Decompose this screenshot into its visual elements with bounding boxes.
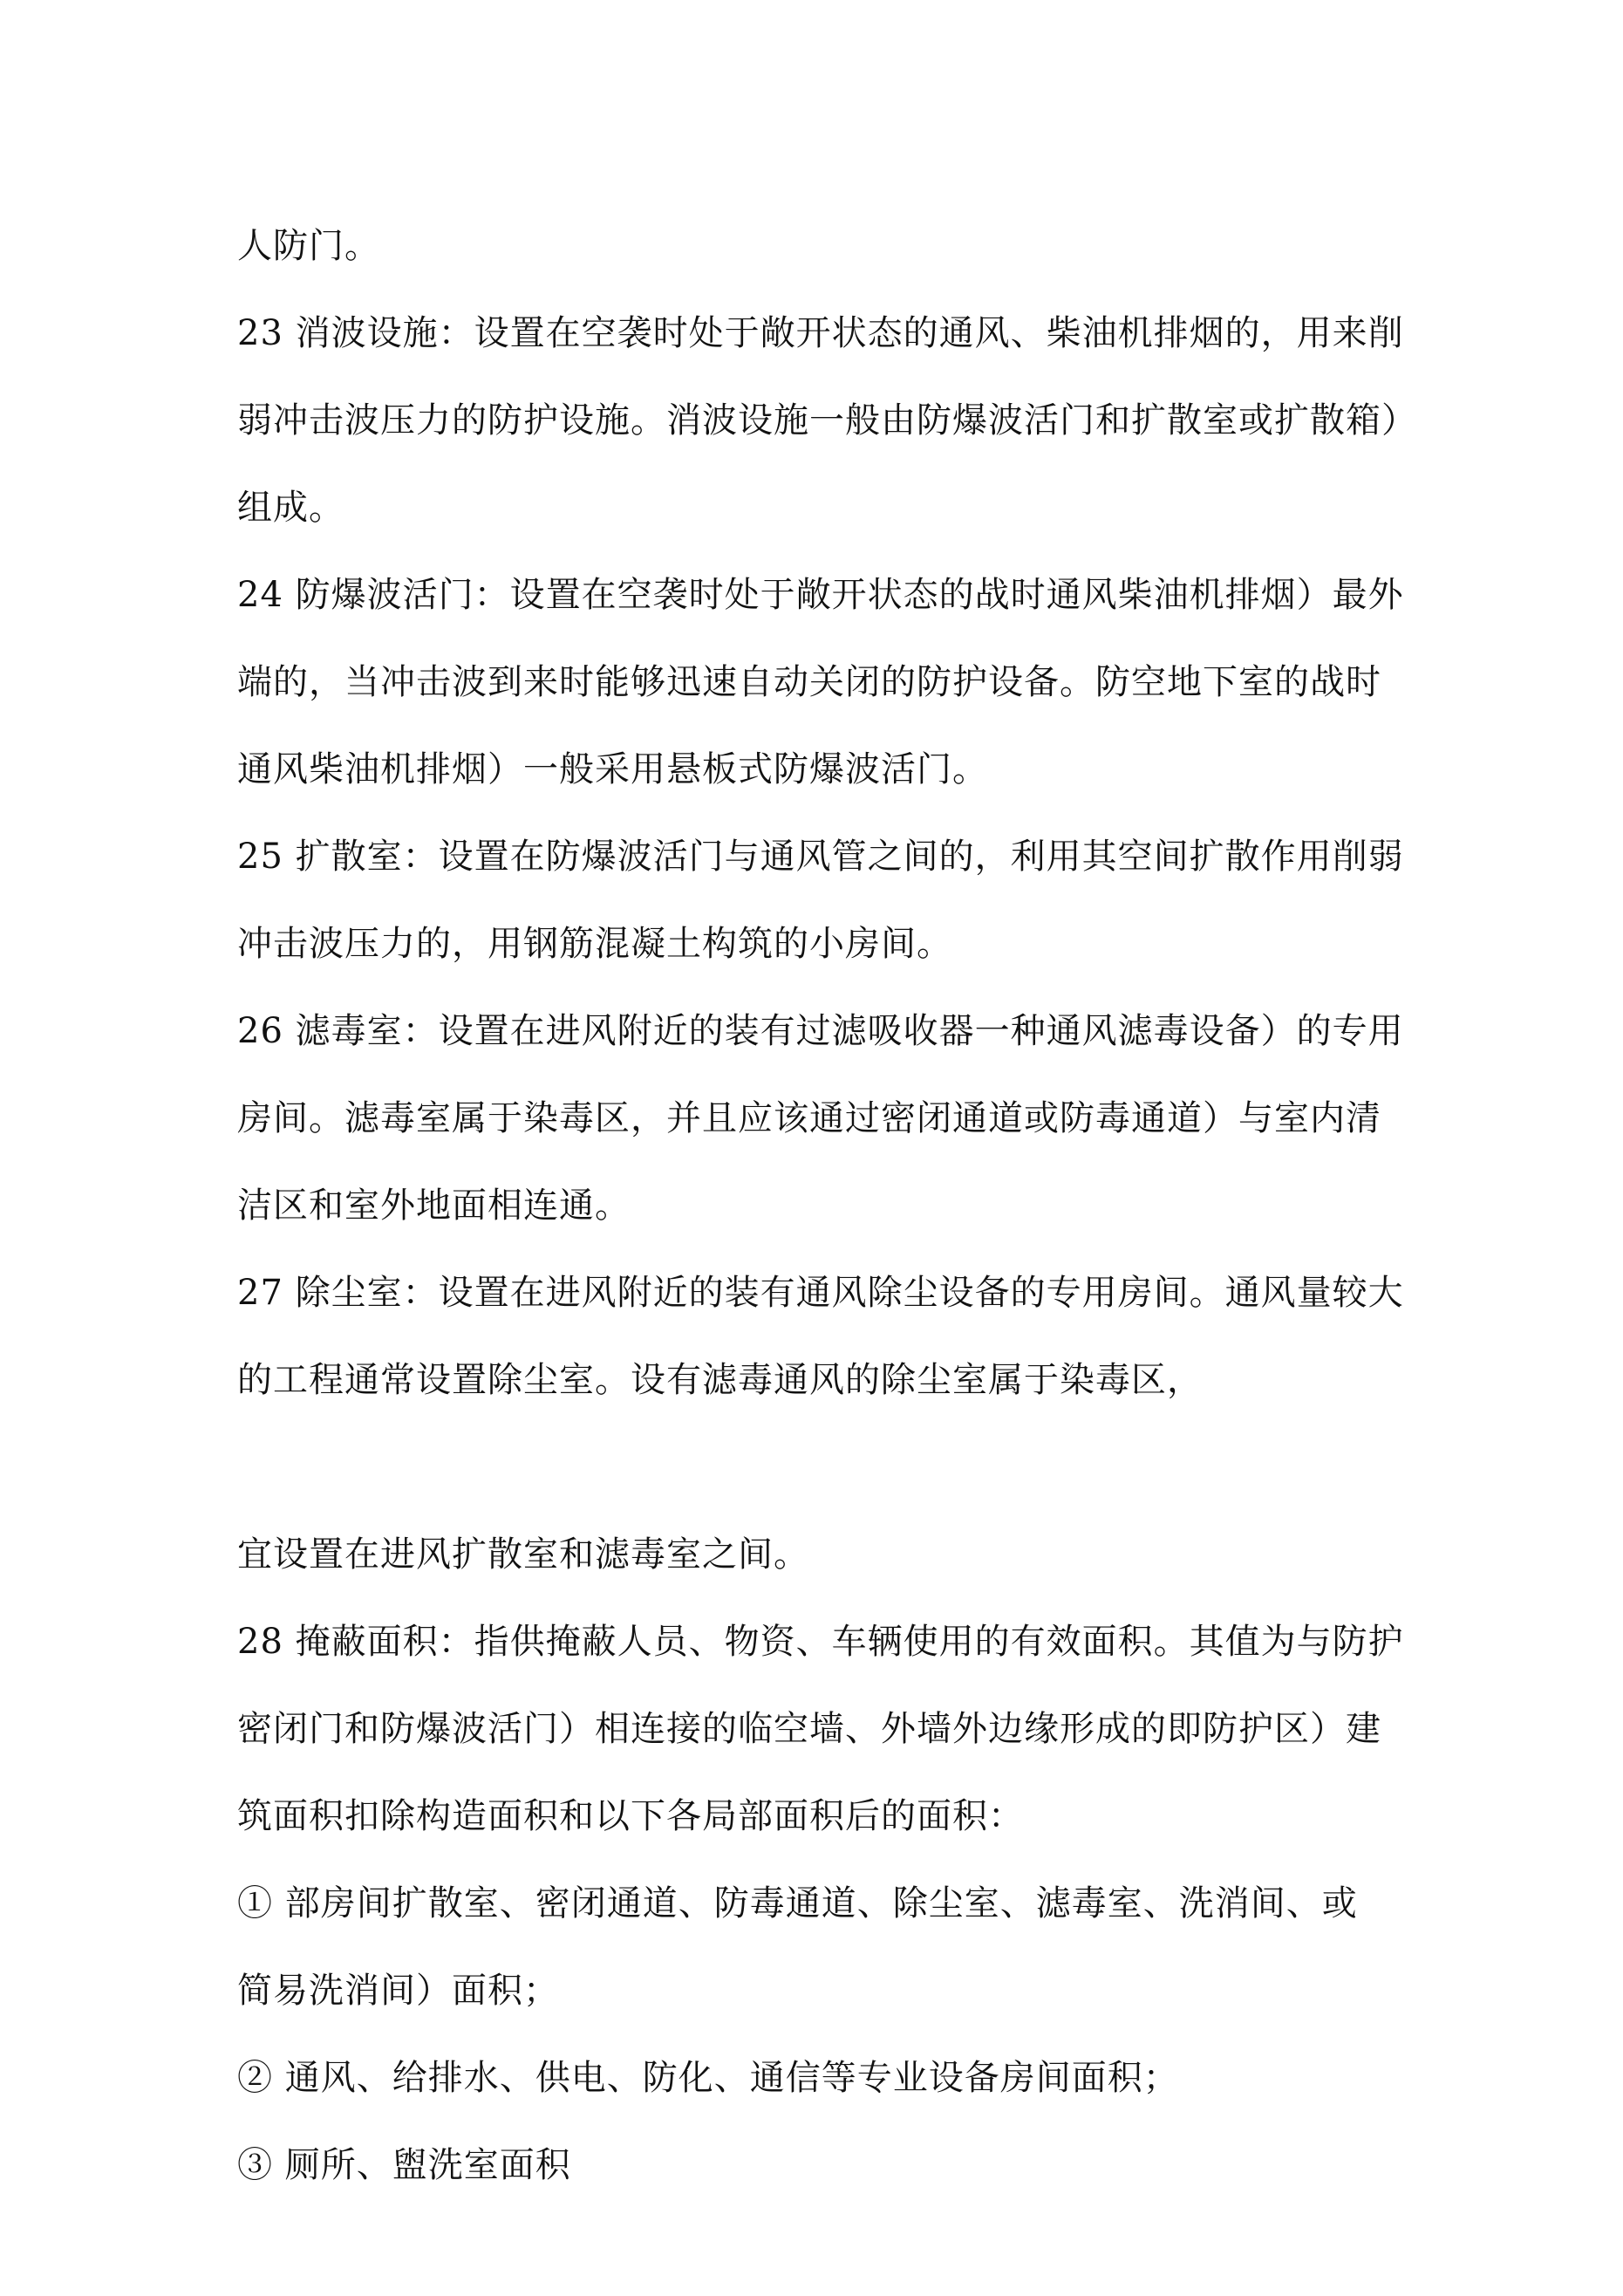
text-line: 简易洗消间）面积；: [237, 1971, 559, 2011]
text-line: 27 除尘室：设置在进风附近的装有通风除尘设备的专用房间。通风量较大: [237, 1273, 1404, 1313]
text-line: 密闭门和防爆波活门）相连接的临空墙、外墙外边缘形成的即防护区）建: [237, 1709, 1381, 1749]
text-line: 通风柴油机排烟）一般采用悬板式防爆波活门。: [237, 749, 988, 789]
text-line: 25 扩散室：设置在防爆波活门与通风管之间的，利用其空间扩散作用削弱: [237, 837, 1404, 877]
text-line: 冲击波压力的，用钢筋混凝土构筑的小房间。: [237, 924, 952, 964]
text-line: 24 防爆波活门：设置在空袭时处于敞开状态的战时通风柴油机排烟）最外: [237, 575, 1404, 615]
text-line: 宜设置在进风扩散室和滤毒室之间。: [237, 1534, 809, 1575]
text-line: 的工程通常设置除尘室。设有滤毒通风的除尘室属于染毒区，: [237, 1360, 1203, 1400]
document-body: [237, 202, 1423, 2209]
text-line: 人防门。: [237, 226, 380, 266]
text-line: 筑面积扣除构造面积和以下各局部面积后的面积：: [237, 1796, 1024, 1836]
text-line: ② 通风、给排水、供电、防化、通信等专业设备房间面积；: [237, 2058, 1179, 2098]
text-line: 房间。滤毒室属于染毒区，并且应该通过密闭通道或防毒通道）与室内清: [237, 1098, 1381, 1138]
text-line: 弱冲击波压力的防护设施。消波设施一般由防爆波活门和扩散室或扩散箱）: [237, 400, 1417, 441]
text-line: ① 部房间扩散室、密闭通道、防毒通道、除尘室、滤毒室、洗消间、或: [237, 1883, 1358, 1924]
text-line: 28 掩蔽面积：指供掩蔽人员、物资、车辆使用的有效面积。其值为与防护: [237, 1622, 1404, 1662]
text-line: 洁区和室外地面相连通。: [237, 1186, 631, 1226]
text-line: 端的，当冲击波到来时能够迅速自动关闭的防护设备。防空地下室的战时: [237, 662, 1381, 702]
text-line: 23 消波设施：设置在空袭时处于敞开状态的通风、柴油机排烟的，用来削: [237, 313, 1404, 353]
paragraph-gap: [237, 1424, 1423, 1511]
text-line: ③ 厕所、盥洗室面积: [237, 2145, 571, 2185]
text-line: 26 滤毒室：设置在进风附近的装有过滤吸收器一种通风滤毒设备）的专用: [237, 1011, 1404, 1051]
text-line: 组成。: [237, 488, 344, 528]
